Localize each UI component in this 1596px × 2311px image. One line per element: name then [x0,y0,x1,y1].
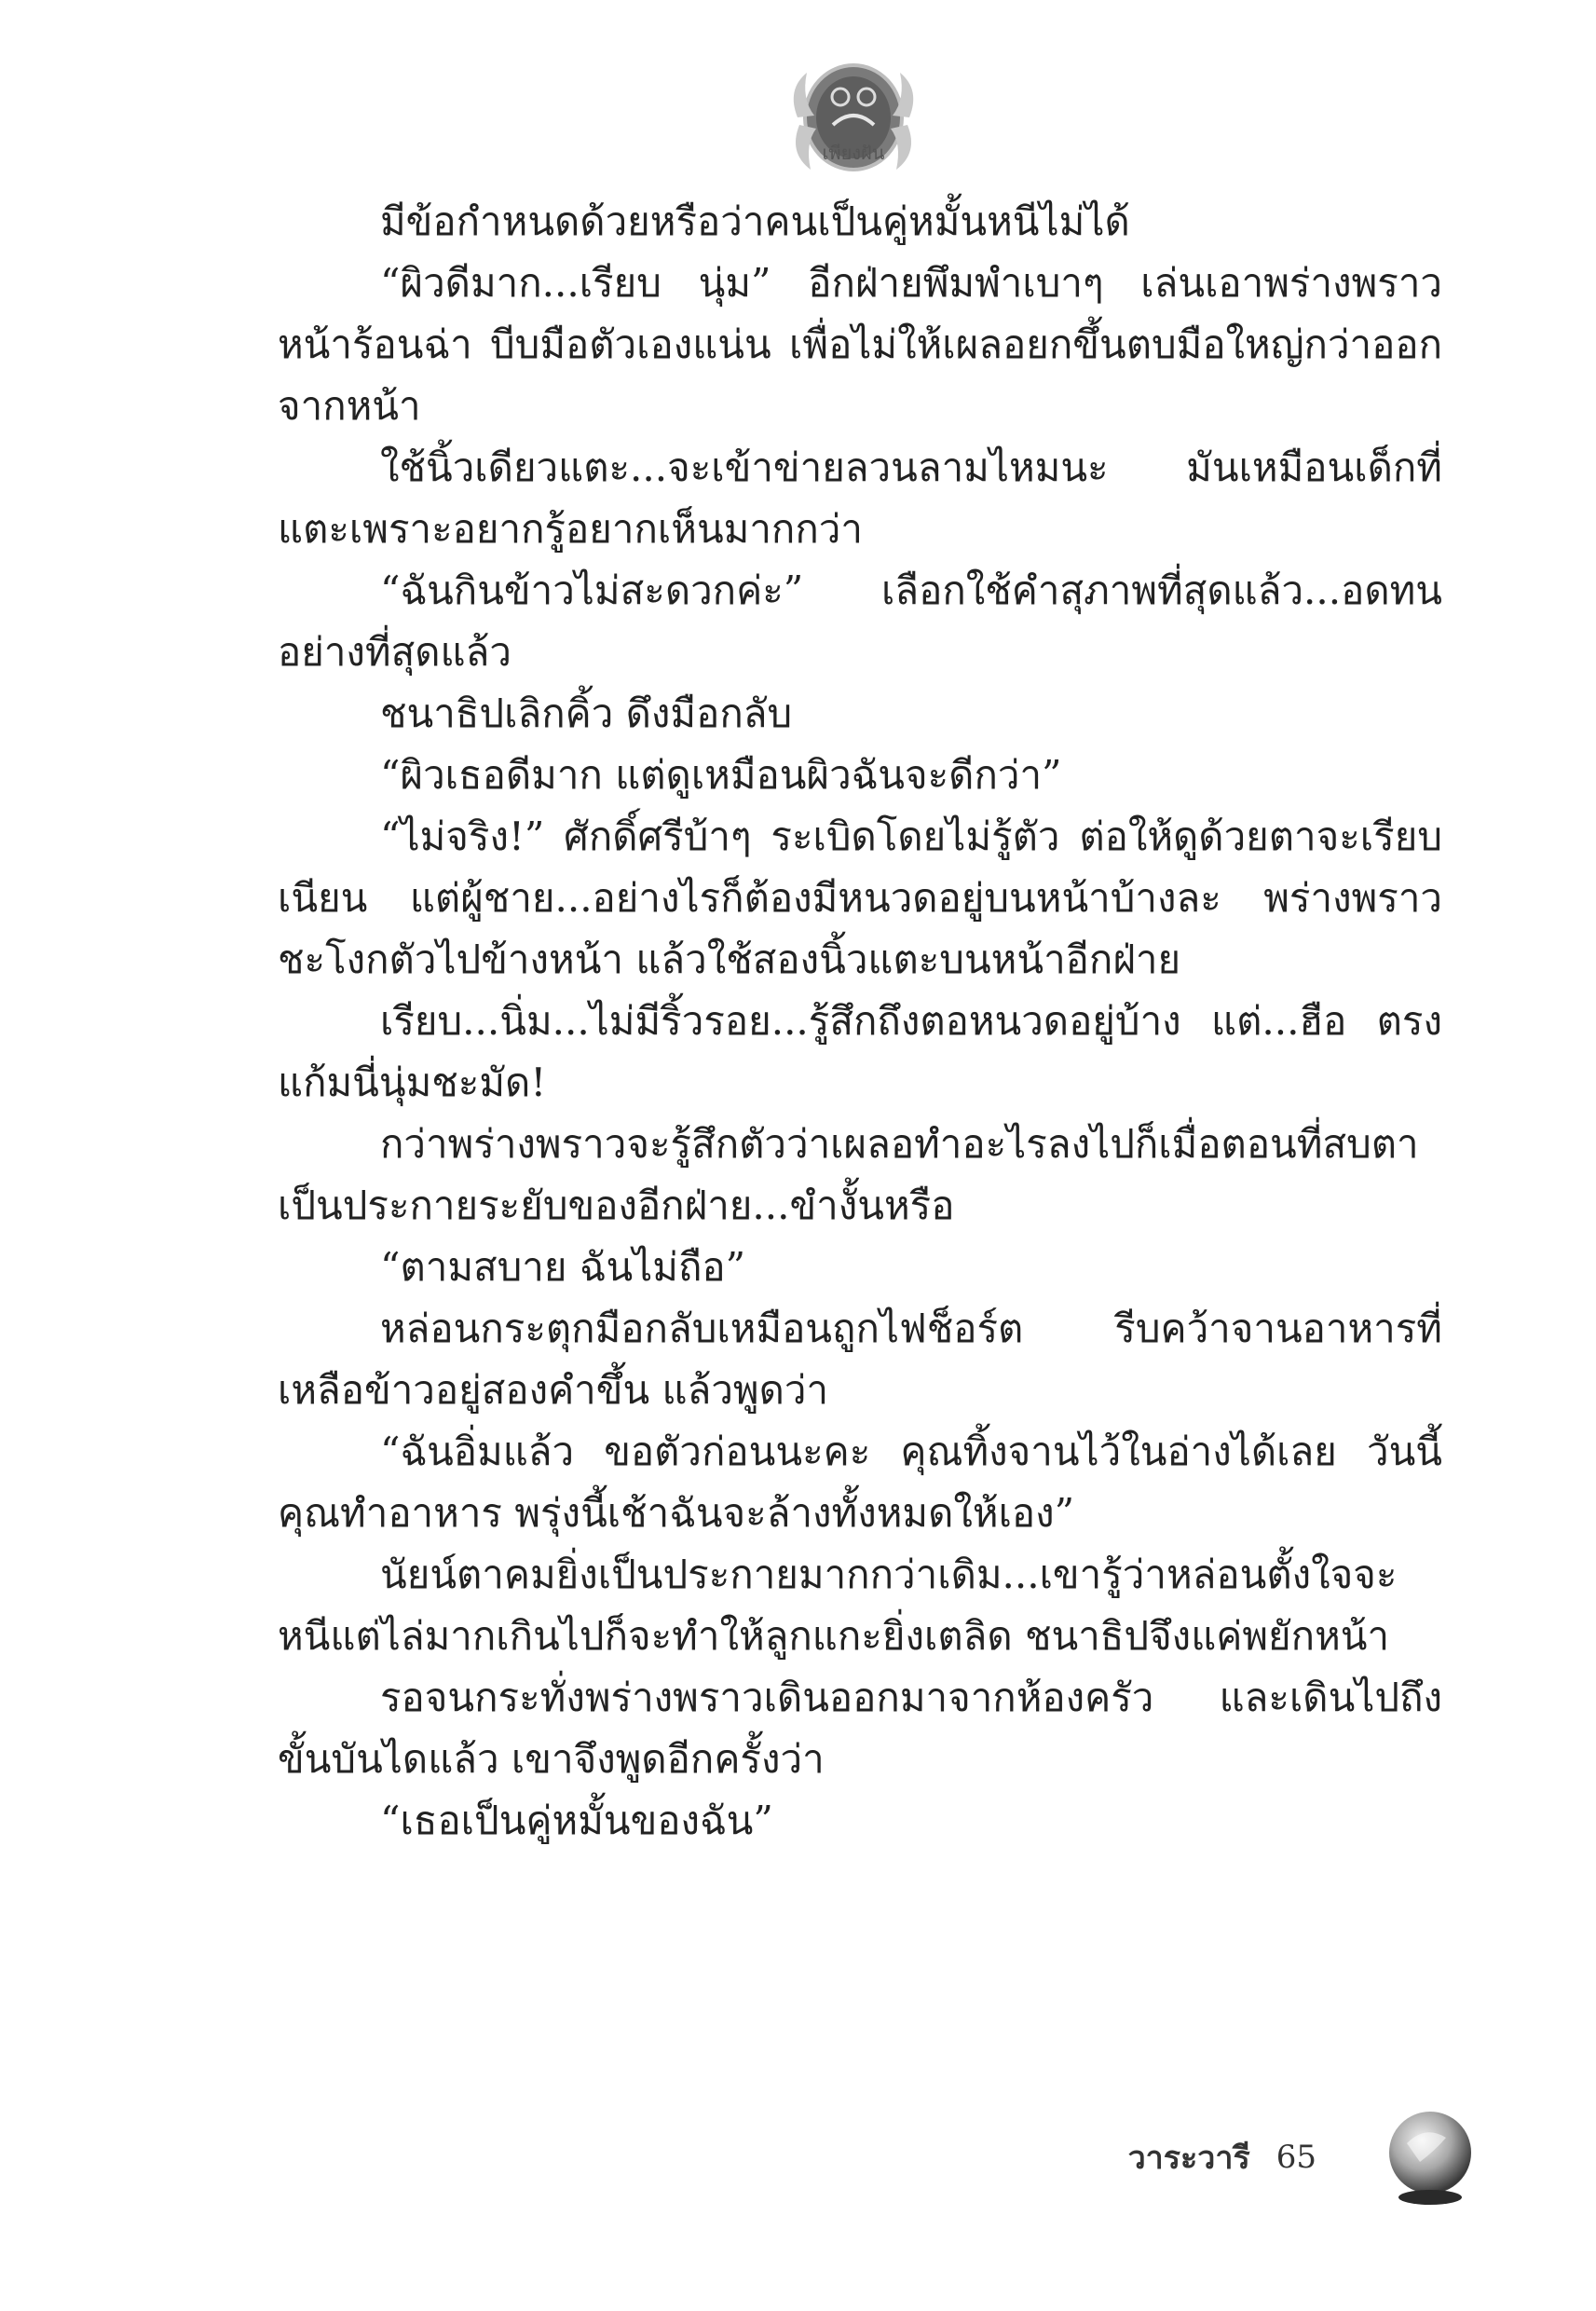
paragraph: ชนาธิปเลิกคิ้ว ดึงมือกลับ [380,691,793,736]
page-number: 65 [1275,2139,1316,2176]
paragraph: “ตามสบาย ฉันไม่ถือ” [380,1244,746,1290]
paragraph: เรียบ...นิ่ม...ไม่มีริ้วรอย...รู้สึกถึงตอหนวดอยู่บ้าง แต่...ฮือ ตรงแก้มนี่นุ่มชะมัด! [278,998,1442,1105]
paragraph: “ผิวดีมาก...เรียบ นุ่ม” อีกฝ่ายพึมพำเบาๆ เล่นเอาพร่างพราวหน้าร้อนฉ่า บีบมือตัวเองแน่น เพื่อไม่ให้เผลอยกขึ้นตบมือใหญ่กว่าออกจากหน้า [278,260,1442,429]
ornamental-emblem [779,52,928,183]
paragraph: “ผิวเธอดีมาก แต่ดูเหมือนผิวฉันจะดีกว่า” [380,752,1062,798]
paragraph: นัยน์ตาคมยิ่งเป็นประกายมากกว่าเดิม...เขารู้ว่าหล่อนตั้งใจจะหนีแต่ไล่มากเกินไปก็จะทำให้ลูกแกะยิ่งเตลิด ชนาธิปจึงแค่พยักหน้า [278,1552,1398,1659]
paragraph: รอจนกระทั่งพร่างพราวเดินออกมาจากห้องครัว และเดินไปถึงขั้นบันไดแล้ว เขาจึงพูดอีกครั้งว่า [278,1675,1442,1782]
paragraph: หล่อนกระตุกมือกลับเหมือนถูกไฟช็อร์ต รีบคว้าจานอาหารที่เหลือข้าวอยู่สองคำขึ้น แล้วพูดว่า [278,1306,1442,1413]
paragraph: “ฉันกินข้าวไม่สะดวกค่ะ” เลือกใช้คำสุภาพที่สุดแล้ว...อดทนอย่างที่สุดแล้ว [278,567,1442,675]
paragraph: “ฉันอิ่มแล้ว ขอตัวก่อนนะคะ คุณทิ้งจานไว้ในอ่างได้เลย วันนี้คุณทำอาหาร พรุ่งนี้เช้าฉันจะล้างทั้งหมดให้เอง” [278,1429,1442,1536]
paragraph: “ไม่จริง!” ศักดิ์ศรีบ้าๆ ระเบิดโดยไม่รู้ตัว ต่อให้ดูด้วยตาจะเรียบเนียน แต่ผู้ชาย...อย่างไรก็ต้องมีหนวดอยู่บนหน้าบ้างละ พร่างพราวชะโงกตัวไปข้างหน้า แล้วใช้สองนิ้วแตะบนหน้าอีกฝ่าย [278,814,1442,982]
crystal-ball-icon [1379,2106,1481,2208]
paragraph: มีข้อกำหนดด้วยหรือว่าคนเป็นคู่หมั้นหนีไม่ได้ [380,198,1130,244]
paragraph: “เธอเป็นคู่หมั้นของฉัน” [380,1798,773,1843]
body-text [278,191,1442,1852]
emblem-text: เพียงฝัน [822,142,885,164]
paragraph: กว่าพร่างพราวจะรู้สึกตัวว่าเผลอทำอะไรลงไปก็เมื่อตอนที่สบตาเป็นประกายระยับของอีกฝ่าย...ขำงั้นหรือ [278,1121,1419,1228]
paragraph: ใช้นิ้วเดียวแตะ...จะเข้าข่ายลวนลามไหมนะ มันเหมือนเด็กที่แตะเพราะอยากรู้อยากเห็นมากกว่า [278,444,1442,552]
author-name: วาระวารี [1127,2140,1250,2177]
page-footer [1128,2129,1316,2185]
